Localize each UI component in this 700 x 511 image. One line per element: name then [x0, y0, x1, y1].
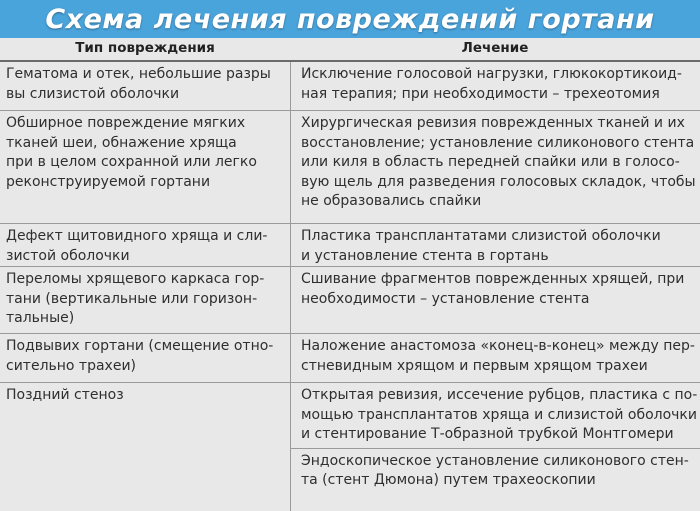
treatment-cell: [290, 267, 700, 333]
injury-type-text: Дефект щитовидного хряща и сли-: [6, 228, 268, 244]
treatment-text: ная терапия; при необходимости – трехеотомия: [301, 85, 660, 102]
treatment-text: Эндоскопическое установление силиконового стен-: [301, 452, 689, 469]
treatment-text: необходимости – установление стента: [301, 290, 590, 307]
treatment-cell: [290, 383, 700, 511]
treatment-text: Пластика трансплантатами слизистой оболочки: [301, 228, 661, 244]
table-row: [0, 111, 700, 224]
treatment-text: и стентирование Т-образной трубкой Монтгомери: [301, 426, 674, 442]
title-banner: [0, 0, 700, 38]
page-title: Схема лечения повреждений гортани: [45, 3, 655, 35]
injury-type-cell: [6, 62, 286, 104]
injury-type-text: Переломы хрящевого каркаса гор-: [6, 271, 265, 287]
table-row: [0, 334, 700, 383]
injury-type-text: Подвывих гортани (смещение отно-: [6, 338, 274, 354]
treatment-option: [301, 62, 700, 104]
treatment-option: [301, 111, 700, 212]
injury-type-text: реконструируемой гортани: [6, 173, 211, 190]
treatment-option: [301, 334, 700, 376]
injury-type-text: тальные): [6, 310, 75, 326]
injury-type-text: при в целом сохранной или легко: [6, 154, 257, 170]
injury-type-cell: [6, 383, 286, 406]
table-row: [0, 383, 700, 511]
treatment-cell: [290, 224, 700, 266]
table-body: [0, 62, 700, 511]
injury-type-cell: [6, 334, 286, 376]
header-treatment: Лечение: [461, 40, 529, 56]
injury-type-text: тканей шеи, обнажение хряща: [6, 134, 237, 151]
treatment-table: [0, 38, 700, 511]
injury-type-cell: [6, 111, 286, 192]
treatment-cell: [290, 62, 700, 110]
treatment-text: Открытая ревизия, иссечение рубцов, пластика с по-: [301, 387, 698, 403]
treatment-text: и установление стента в гортань: [301, 247, 549, 264]
injury-type-text: Обширное повреждение мягких: [6, 115, 246, 131]
treatment-text: мощью трансплантатов хряща и слизистой оболочки: [301, 406, 697, 423]
treatment-option: [291, 449, 700, 491]
table-row: [0, 224, 700, 267]
table-header: [0, 38, 700, 62]
treatment-text: или киля в область передней спайки или в голосо-: [301, 154, 680, 170]
treatment-text: Наложение анастомоза «конец-в-конец» между пер-: [301, 338, 695, 354]
table-row: [0, 62, 700, 111]
treatment-text: Хирургическая ревизия поврежденных тканей и их: [301, 115, 685, 131]
injury-type-text: Поздний стеноз: [6, 387, 124, 403]
treatment-text: не образовались спайки: [301, 193, 482, 209]
treatment-text: Сшивание фрагментов поврежденных хрящей, при: [301, 271, 685, 287]
treatment-text: стневидным хрящом и первым хрящом трахеи: [301, 357, 648, 374]
injury-type-text: сительно трахеи): [6, 357, 137, 374]
treatment-cell: [290, 334, 700, 382]
injury-type-cell: [6, 267, 286, 329]
injury-type-cell: [6, 224, 286, 266]
treatment-option: [301, 267, 700, 309]
treatment-text: восстановление; установление силиконового стента: [301, 134, 695, 151]
header-injury-type: Тип повреждения: [75, 40, 215, 56]
treatment-option: [301, 224, 700, 266]
injury-type-text: зистой оболочки: [6, 247, 130, 264]
table-row: [0, 267, 700, 334]
treatment-text: вую щель для разведения голосовых складок, чтобы: [301, 173, 696, 190]
treatment-option: [291, 383, 700, 449]
injury-type-text: тани (вертикальные или горизон-: [6, 290, 258, 307]
treatment-text: Исключение голосовой нагрузки, глюкокортикоид-: [301, 66, 682, 82]
treatment-text: та (стент Дюмона) путем трахеоскопии: [301, 472, 596, 488]
injury-type-text: вы слизистой оболочки: [6, 85, 180, 102]
treatment-cell: [290, 111, 700, 223]
injury-type-text: Гематома и отек, небольшие разры: [6, 66, 271, 82]
